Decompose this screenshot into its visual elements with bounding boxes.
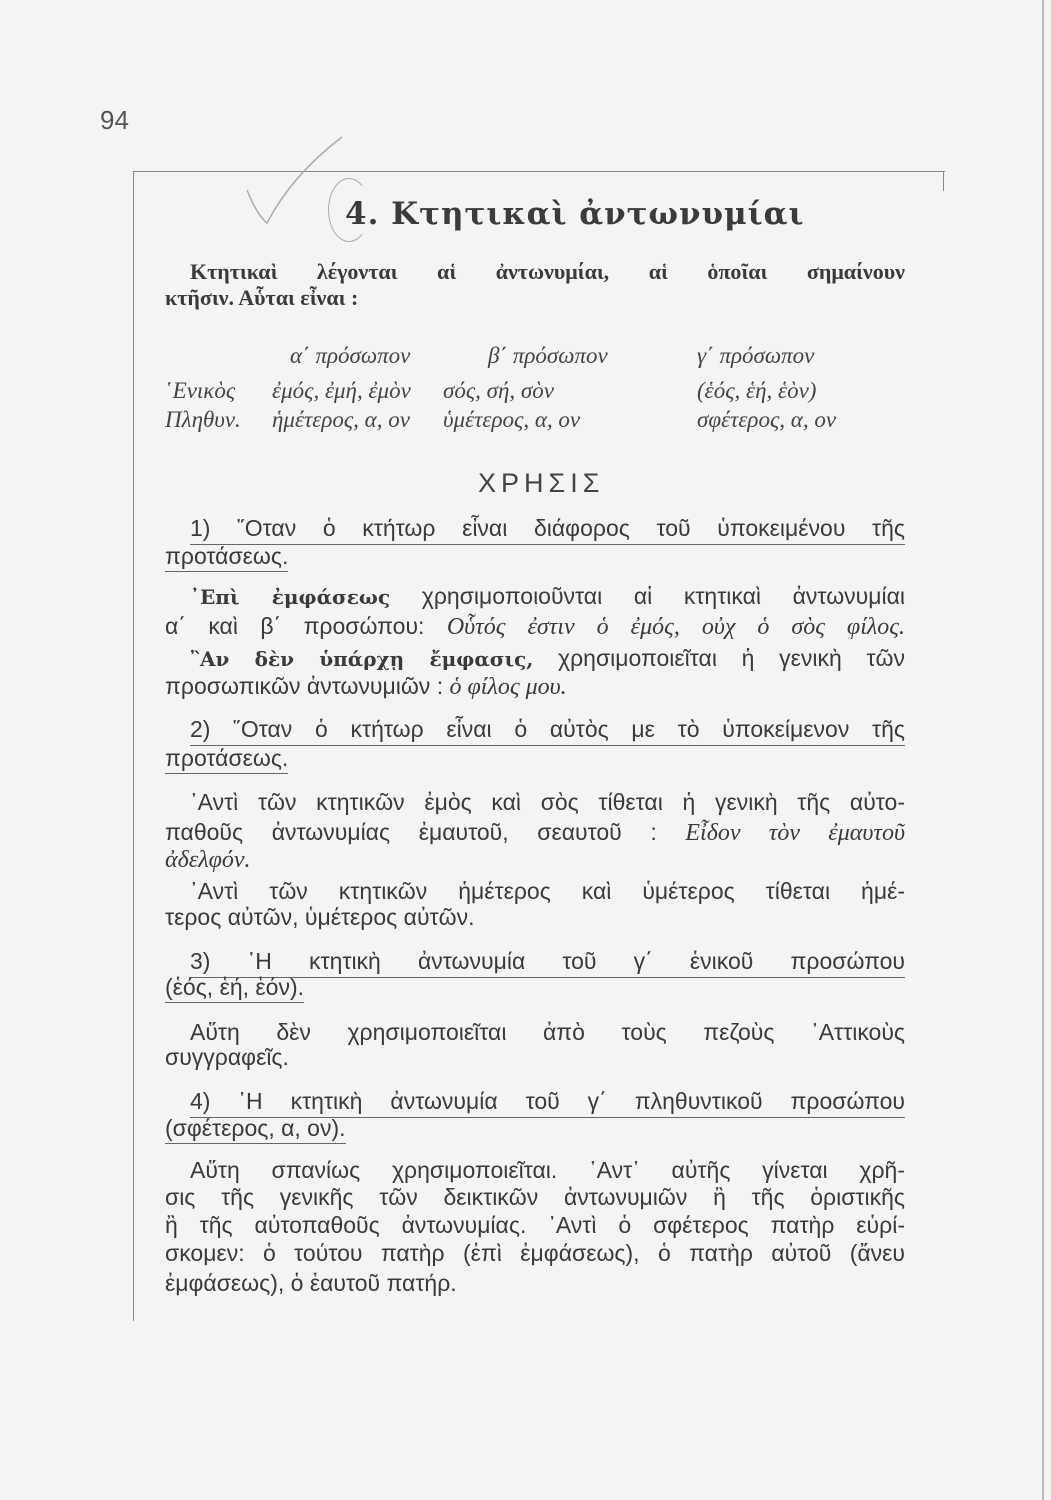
text-segment: α΄ καὶ β΄ προσώπου: bbox=[165, 613, 447, 639]
text-line bbox=[190, 1018, 905, 1046]
line-content bbox=[165, 1211, 905, 1239]
italic-example: ἀδελφόν. bbox=[165, 847, 251, 873]
section-title: 4. Κτητικαὶ ἀντωνυμίαι bbox=[345, 196, 805, 232]
text-line bbox=[165, 1043, 289, 1071]
line-content bbox=[165, 1044, 289, 1070]
italic-example: ὁ φίλος μου. bbox=[449, 674, 567, 700]
text-segment: κτῆσιν. Αὗται εἶναι : bbox=[165, 285, 359, 310]
text-line bbox=[165, 612, 905, 641]
text-segment: σκομεν: ὁ τούτου πατὴρ (ἐπὶ ἐμφάσεως), ὁ πατὴρ αὐτοῦ (ἄνευ bbox=[165, 1240, 905, 1266]
italic-example: Οὗτός ἐστιν ὁ ἐμός, οὐχ ὁ σὸς φίλος. bbox=[446, 614, 905, 640]
line-content bbox=[165, 612, 905, 641]
text-line bbox=[165, 744, 288, 772]
text-segment: παθοῦς ἀντωνυμίας ἐμαυτοῦ, σεαυτοῦ : bbox=[165, 819, 686, 845]
text-segment: τερος αὐτῶν, ὑμέτερος αὐτῶν. bbox=[165, 904, 475, 930]
table-cell: ἐμός, ἐμή, ἐμὸν bbox=[272, 378, 411, 403]
underlined-rule-heading bbox=[165, 543, 288, 572]
line-content bbox=[190, 1018, 905, 1046]
text-segment: Αὕτη σπανίως χρησιμοποιεῖται. ᾿Αντ᾿ αὐτῆς γίνεται χρῆ- bbox=[190, 1157, 905, 1183]
text-line bbox=[190, 877, 905, 905]
table-cell: ὑμέτερος, α, ον bbox=[443, 407, 581, 432]
text-line bbox=[190, 644, 905, 673]
text-line bbox=[190, 715, 905, 746]
text-line bbox=[190, 514, 905, 545]
text-line bbox=[165, 1114, 346, 1142]
bold-term: ῍Αν δὲν ὑπάρχῃ ἔμφασις, bbox=[190, 647, 534, 671]
underlined-rule-heading bbox=[190, 715, 905, 746]
box-left-border bbox=[133, 171, 134, 1321]
text-segment: ᾿Αντὶ τῶν κτητικῶν ἡμέτερος καὶ ὑμέτερος τίθεται ἡμέ- bbox=[190, 878, 905, 904]
line-content bbox=[165, 673, 567, 699]
line-content bbox=[165, 904, 474, 930]
text-segment: Κτητικαὶ λέγονται αἱ ἀντωνυμίαι, αἱ ὁποῖαι σημαίνουν bbox=[190, 259, 905, 284]
table-cell: ἡμέτερος, α, ον bbox=[272, 407, 410, 432]
italic-example: Εἶδον τὸν ἐμαυτοῦ bbox=[685, 820, 905, 846]
text-line bbox=[165, 542, 288, 570]
line-content bbox=[190, 788, 905, 816]
line-content bbox=[190, 258, 905, 286]
usage-heading: ΧΡΗΣΙΣ bbox=[478, 468, 605, 498]
line-content bbox=[190, 644, 905, 673]
text-line bbox=[190, 582, 905, 611]
text-segment: χρησιμοποιοῦνται αἱ κτητικαὶ ἀντωνυμίαι bbox=[390, 583, 905, 609]
text-segment: 3) ῾Η κτητικὴ ἀντωνυμία τοῦ γ΄ ἑνικοῦ προσώπου bbox=[190, 948, 905, 974]
text-segment: 2) ῞Οταν ὁ κτήτωρ εἶναι ὁ αὐτὸς με τὸ ὑποκείμενον τῆς bbox=[190, 716, 905, 742]
text-line bbox=[165, 672, 567, 701]
text-segment: χρησιμοποιεῖται ἡ γενικὴ τῶν bbox=[533, 645, 905, 671]
text-line bbox=[165, 845, 251, 874]
page-number: 94 bbox=[100, 105, 129, 135]
column-header: γ΄ πρόσωπον bbox=[697, 343, 815, 368]
underlined-rule-heading bbox=[165, 974, 304, 1003]
column-header: β΄ πρόσωπον bbox=[488, 343, 608, 368]
line-content bbox=[165, 818, 905, 847]
text-line bbox=[165, 973, 304, 1001]
line-content bbox=[165, 1270, 457, 1296]
text-line bbox=[190, 788, 905, 816]
line-content bbox=[165, 285, 358, 310]
text-segment: ᾿Αντὶ τῶν κτητικῶν ἐμὸς καὶ σὸς τίθεται ἡ γενικὴ τῆς αὐτο- bbox=[190, 789, 905, 815]
text-segment: Αὕτη δὲν χρησιμοποιεῖται ἀπὸ τοὺς πεζοὺς ᾿Αττικοὺς bbox=[190, 1019, 905, 1045]
text-line bbox=[165, 284, 358, 312]
text-line bbox=[165, 1269, 457, 1297]
text-segment: συγγραφεῖς. bbox=[165, 1044, 289, 1070]
table-cell: σφέτερος, α, ον bbox=[697, 407, 837, 432]
table-cell: (ἑός, ἑή, ἑὸν) bbox=[697, 378, 817, 403]
text-segment: σις τῆς γενικῆς τῶν δεικτικῶν ἀντωνυμιῶν ἢ τῆς ὁριστικῆς bbox=[165, 1184, 905, 1210]
text-segment: (σφέτερος, α, ον). bbox=[165, 1115, 346, 1141]
pencil-check-mark-icon bbox=[242, 135, 342, 230]
line-content bbox=[190, 877, 905, 905]
box-right-border bbox=[943, 171, 944, 191]
text-segment: προτάσεως. bbox=[165, 543, 289, 569]
text-segment: προτάσεως. bbox=[165, 745, 289, 771]
text-segment: προσωπικῶν ἀντωνυμιῶν : bbox=[165, 673, 450, 699]
text-line bbox=[165, 903, 474, 931]
text-segment: 4) ῾Η κτητικὴ ἀντωνυμία τοῦ γ΄ πληθυντικοῦ προσώπου bbox=[190, 1088, 905, 1114]
text-line bbox=[190, 1156, 905, 1184]
page-edge bbox=[1042, 0, 1044, 1500]
underlined-rule-heading bbox=[165, 1115, 346, 1144]
text-segment: 1) ῞Οταν ὁ κτήτωρ εἶναι διάφορος τοῦ ὑποκειμένου τῆς bbox=[190, 515, 905, 541]
text-line bbox=[165, 1211, 905, 1239]
underlined-rule-heading bbox=[165, 745, 288, 774]
line-content bbox=[190, 582, 905, 611]
line-content bbox=[165, 846, 251, 872]
text-segment: ἐμφάσεως), ὁ ἑαυτοῦ πατήρ. bbox=[165, 1270, 457, 1296]
line-content bbox=[165, 1183, 905, 1211]
column-header: α΄ πρόσωπον bbox=[290, 343, 411, 368]
text-line bbox=[165, 818, 905, 847]
underlined-rule-heading bbox=[190, 514, 905, 545]
text-line bbox=[165, 1239, 905, 1267]
bold-term: ᾿Επὶ ἐμφάσεως bbox=[190, 585, 391, 609]
text-segment: ἢ τῆς αὐτοπαθοῦς ἀντωνυμίας. ᾿Αντὶ ὁ σφέτερος πατὴρ εὑρί- bbox=[165, 1212, 905, 1238]
line-content bbox=[190, 1156, 905, 1184]
text-segment: (ἑός, ἑή, ἑόν). bbox=[165, 974, 304, 1000]
text-line bbox=[190, 258, 905, 286]
text-line bbox=[165, 1183, 905, 1211]
row-label: Πληθυν. bbox=[165, 407, 241, 432]
table-cell: σός, σή, σὸν bbox=[443, 378, 554, 403]
row-label: ῾Ενικὸς bbox=[165, 378, 236, 403]
line-content bbox=[165, 1239, 905, 1267]
